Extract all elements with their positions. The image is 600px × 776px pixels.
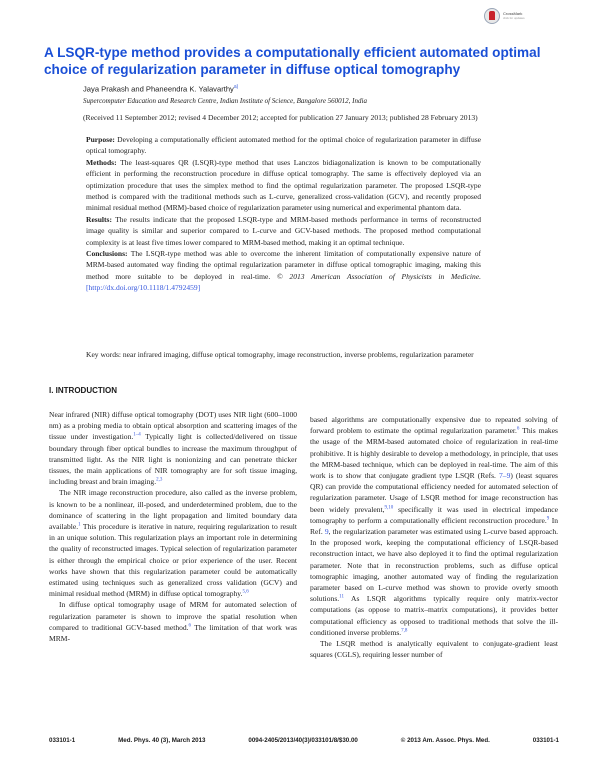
authors: [83, 84, 238, 94]
author-footnote-link[interactable]: a): [233, 84, 239, 90]
citation-link[interactable]: 2,3: [156, 477, 163, 483]
footer-page-left: 033101-1: [49, 737, 76, 744]
doi-link[interactable]: [http://dx.doi.org/10.1118/1.4792459]: [86, 283, 201, 293]
citation-link[interactable]: 7,8: [401, 628, 408, 634]
citation-link[interactable]: 11: [339, 594, 344, 600]
methods-text: The least-squares QR (LSQR)-type method that uses Lanczos bidiagonalization is known to be computationally efficient in performing the reconstruction procedure in diffuse optical tomography. The same is effectively deployed via an optimization procedure that uses the simplex method to find the optimal regularization parameter. The proposed LSQR-type method is compared with the traditional methods such as L-curve, generalized cross-validation (GCV), and recently proposed minimal residual method (MRM)-based choice of regularization parameter using numerical and experimental phantom data.: [86, 157, 481, 213]
citation-link[interactable]: 6: [188, 623, 192, 629]
citation-link[interactable]: 6: [516, 426, 520, 432]
crossmark-icon: [484, 8, 500, 24]
paragraph: The LSQR method is analytically equivalent to conjugate-gradient least squares (CGLS), requiring lesser number of: [310, 639, 558, 660]
text: The limitation of that work was MRM-: [49, 622, 297, 644]
citation-link[interactable]: 5,6: [242, 589, 249, 595]
abstract-purpose: [86, 134, 481, 157]
author-names: Jaya Prakash and Phaneendra K. Yalavarthy: [83, 84, 234, 94]
text: In Ref.: [310, 515, 558, 537]
crossmark-sublabel: click for updates: [503, 16, 525, 20]
footer-code: 0094-2405/2013/40(3)/033101/8/$30.00: [248, 737, 358, 744]
paragraph: [49, 599, 297, 644]
text: Typically light is collected/delivered on tissue boundary through fiber optical bundles to increase the maximum throughput of transmitted light. As the NIR light is nonionizing and can penetrate thicker tissues, the main applications of NIR tomography are for soft tissue imaging, including breast and brain imaging.: [49, 432, 297, 487]
text: The NIR image reconstruction procedure, also called as the inverse problem, is known to be a nonlinear, ill-posed, and underdetermined problem, due to the dominance of scattering in the light propagation and limited boundary data available.: [49, 488, 297, 532]
purpose-label: Purpose:: [86, 135, 115, 144]
crossmark-text: [503, 12, 525, 20]
text: , the regularization parameter was estimated using L-curve based approach. In the proposed work, keeping the computational efficiency of LSQR-based reconstruction intact, we have also deployed it to find the optimal regularization parameter. Note that in reconstruction problems, such as diffuse optical tomographic imaging, another automated way of finding the regularization parameter based on L-curve method was shown to provide overly smooth solutions.: [310, 527, 559, 604]
received-dates: (Received 11 September 2012; revised 4 December 2012; accepted for publication 27 January 2013; published 28 February 2013): [83, 113, 478, 122]
paragraph: [49, 487, 297, 599]
text: As LSQR algorithms typically require only matrix-vector computations (as oppose to matrix–matrix computations), it provides better computational efficiency as opposed to traditional methods that solve the ill-conditioned inverse problems.: [310, 594, 558, 637]
section-heading: I. INTRODUCTION: [49, 386, 117, 395]
footer-journal: Med. Phys. 40 (3), March 2013: [118, 737, 206, 744]
purpose-text: Developing a computationally efficient automated method for the optimal choice of regularization parameter in diffuse optical tomography.: [86, 135, 481, 156]
text: specifically it was used in electrical impedance tomography to perform a computationally efficient reconstruction procedure.: [310, 504, 558, 525]
citation-link[interactable]: 9: [546, 516, 550, 522]
citation-link[interactable]: 1–4: [133, 432, 141, 438]
body-column-right: [310, 414, 558, 660]
text: ) (least squares QR) can provide the computational efficiency needed for automated selection of regularization parameter. Usage of LSQR method for image reconstruction has been widely prevalent,: [310, 471, 558, 514]
article-title: A LSQR-type method provides a computationally efficient automated optimal choice of regularization parameter in diffuse optical tomography: [44, 45, 541, 77]
text: Near infrared (NIR) diffuse optical tomography (DOT) uses NIR light (600–1000 nm) as a probing media to obtain optical absorption and scattering images of the tissue under investigation.: [49, 410, 297, 442]
abstract-copyright: © 2013 American Association of Physicists in Medicine.: [276, 271, 481, 281]
text: In diffuse optical tomography usage of MRM for automated selection of regularization parameter is shown to improve the spatial resolution when compared to traditional GCV-based method.: [49, 600, 297, 632]
conclusions-text: The LSQR-type method was able to overcome the inherent limitation of computationally expensive nature of MRM-based automated way finding the optimal regularization parameter in diffuse optical tomographic imaging, making this method more suitable to be deployed in real-time.: [86, 249, 481, 281]
keywords: Key words: near infrared imaging, diffuse optical tomography, image reconstruction, inverse problems, regularization parameter: [86, 350, 474, 359]
results-label: Results:: [86, 214, 112, 224]
citation-link[interactable]: 9: [324, 527, 329, 537]
page-footer: [49, 737, 559, 744]
results-text: The results indicate that the proposed LSQR-type and MRM-based methods performance in terms of reconstructed image quality is similar and superior compared to L-curve and GCV-based methods. The proposed method computational complexity is at least five times lower compared to MRM-based method, making it an optimal technique.: [86, 214, 481, 247]
abstract-results: [86, 214, 481, 248]
body-column-left: [49, 409, 297, 644]
text: based algorithms are computationally expensive due to repeated solving of forward problem to estimate the optimal regularization parameter.: [310, 415, 558, 436]
abstract-conclusions: [86, 248, 481, 294]
abstract: [86, 134, 481, 294]
citation-link[interactable]: 7–9: [499, 471, 511, 481]
citation-link[interactable]: 9,10: [384, 505, 394, 511]
abstract-methods: [86, 157, 481, 214]
crossmark-badge[interactable]: [484, 8, 525, 24]
methods-label: Methods:: [86, 157, 117, 167]
text: This procedure is iterative in nature, requiring regularization to result in an unique solution. This regularization plays an important role in determining the quality of reconstructed images. Typical selection of regularization parameter is either through the empirical choice or prior experience of the user. Recent works have shown that this regularization parameter could be automatically estimated using techniques such as generalized cross validation (GCV) and minimal residual method (MRM) in diffuse optical tomography.: [49, 522, 297, 599]
paragraph: [310, 414, 558, 638]
footer-page-right: 033101-1: [532, 737, 559, 744]
text: This makes the usage of the MRM-based automated choice of regularization in real-time prohibitive. It is highly desirable to develop a methodology, in principle, that uses the MRM-based technique, which can be deployed in real-time. The aim of this work is to show that conjugate gradient type LSQR (Refs.: [310, 426, 558, 481]
conclusions-label: Conclusions:: [86, 249, 128, 259]
citation-link[interactable]: 1: [78, 522, 81, 528]
footer-copyright: © 2013 Am. Assoc. Phys. Med.: [400, 737, 490, 744]
crossmark-label: CrossMark: [503, 11, 523, 16]
affiliation: Supercomputer Education and Research Centre, Indian Institute of Science, Bangalore 560012, India: [83, 97, 367, 105]
paragraph: [49, 409, 297, 487]
